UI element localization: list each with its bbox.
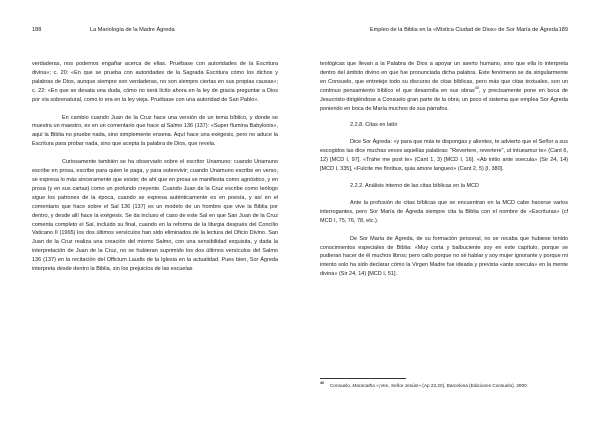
paragraph: Dice Sor Ágreda: «y para que más te dispongas y alientes, te advierto que el Señor a sus escogidos las dice muchas veces aquellas palabras: "Revertere, revertere", ut intueamur te» (Cant 6, 12) [MCD I, 97]. «Trahe me post te» (Cant 1, 3) [MCD I, 16]. «Ab initio ante soecula» (Sir 24, 14) [MCD I, 335], «Fulcite me floribus, quia amore langueo» (Cant 2, 5) [I, 380]. (320, 139, 568, 173)
paragraph: De Sor María de Ágreda, de su formación personal, no se recaba que hubiese tenido conocimientos especiales de Biblia: «Muy corta y balbuciente soy en este capítulo, porque se pudieran hacer de él muchos libros; pero callo porque no sé hablar y soy mujer ignorante y porque mi intento solo ha sido declarar cómo la Virgen Madre fue ideada y prevista «ante soecula» en la mente divina» (Sir 24, 14) [MCD I, 51]. (320, 235, 568, 278)
right-page (300, 0, 600, 423)
section-heading: 2.2.2. Análisis interno de las citas bíblicas en la MCD (350, 182, 480, 189)
page-body (32, 60, 278, 274)
paragraph: Ante la profusión de citas bíblicas que se encuentran en la MCD cabe hacerse varios interrogantes, pero Sor María de Ágreda siempre cita la Biblia con el nombre de «Escrituras» (cf MCD I, 75, 76, 78, etc.). (320, 199, 568, 224)
paragraph: En cambio cuando Juan de la Cruz hace una versión de un tema bíblico, y donde se muestra un maestro, es en un comentario que hace al Salmo 136 (137): «Super flumina Babylonis», aquí la Biblia no pruebe nada, sino simplemente ensena. Aquí hace una exégesis, pero no aduce la Escritura para probar nada, sino que acepta la palabra de Dios, que revela. (32, 114, 278, 148)
footnote-number: 40 (320, 381, 324, 386)
footnote (320, 382, 570, 389)
running-header: La Mariología de la Madre Ágreda (90, 27, 175, 33)
paragraph-text: , y precisamente pone en boca de Jesucristo dirigiéndose a Consuelo gran parte de la obra; un poco el sistema que emplea Sor Ágreda poniendo en boca de María muchos de sus párrafos. (320, 87, 568, 112)
footnote-text: «¡Ven, Señor Jesús!» (Ap 22,20), Barcelona (Ediciones Consuelo). 2000 (374, 383, 527, 388)
footnote-text: Consuelo, (330, 383, 353, 388)
footnote-title: Maranatha (352, 383, 375, 388)
page-number: 189 (558, 27, 568, 33)
footnote-marker: 40 (474, 85, 479, 90)
page-number: 188 (32, 27, 42, 33)
running-header: Empleo de la Biblia en la «Mística Ciudad de Dios» de Sor María de Ágreda (369, 27, 558, 33)
footnote-divider (320, 378, 406, 379)
section-heading: 2.2.8. Citas en latín (350, 122, 398, 129)
paragraph: verdaderas, nos podemos engañar acerca de ellas. Pruébase con autoridades de la Escritura divina»; c. 20: «En que se prueba con autoridades de la Sagrada Escritura cómo los dichos y palabras de Dios, aunque siempre son verdaderas, no son siempre ciertas en sus propias causas»; c. 22: «En que se desata una duda, cómo no será lícito ahora en la ley de gracia preguntar a Dios por vía sobrenatural, como lo era en la ley vieja. Pruébase con una autoridad de San Pablo». (32, 61, 278, 103)
page-body (320, 60, 568, 279)
paragraph (320, 60, 568, 113)
paragraph: Curiosamente también se ha observado sobre el escritor Unamuno: cuando Unamuno escribe en prosa, escribe para quien le paga, y para sobrevivir; cuando Unamuno escribe en verso, se expresa lo más sinceramente que existe; de ahí que en prosa se manifiesta como agnóstico, y en prosa (y en sus cartas) como un profundo creyente. Cuando Juan de la Cruz escribe como teólogo sigue los patrones de la época, cuando se expresa auténticamente es en poesía, y así en el comentario que hace sobre el Sal 136 (137) es un modelo de un hombre que vive la Biblia por dentro, y desde allí hace la exégesis. Se da incluso el caso de este Sal en que San Juan de la Cruz comenta completo el Sal, incluido su final, cuando en la reforma de la liturgia después del Concilio Vaticano II (1965) los dos últimos versículos han sido eliminados de la lectura del Oficio Divino. San Juan de la Cruz realiza una creación del mismo Salmo, con una sensibilidad exquisita, y dada la interpretación de Juan de la Cruz, no se hubieran suprimido los dos últimos versículos del Salmo 136 (137) en la recitación del Officium Laudis de la Iglesia en la actualidad. Pues bien, Sor Ágreda interpreta desde dentro la Biblia, sin los prejuicios de las escuelas (32, 159, 278, 273)
paragraph-text: teológicas que llevan a la Palabra de Dios a apoyar un aserto humano, sino que ella lo interpreta dentro del ámbito divino en que fue pronunciada dicha palabra. Este fenómeno se da singularmente en Consuelo, que entreteje todo su discurso de citas bíblicas, pero más que citas textuales, son un continuo pensamiento bíblico el que desarrolla en sus obras (320, 61, 568, 94)
